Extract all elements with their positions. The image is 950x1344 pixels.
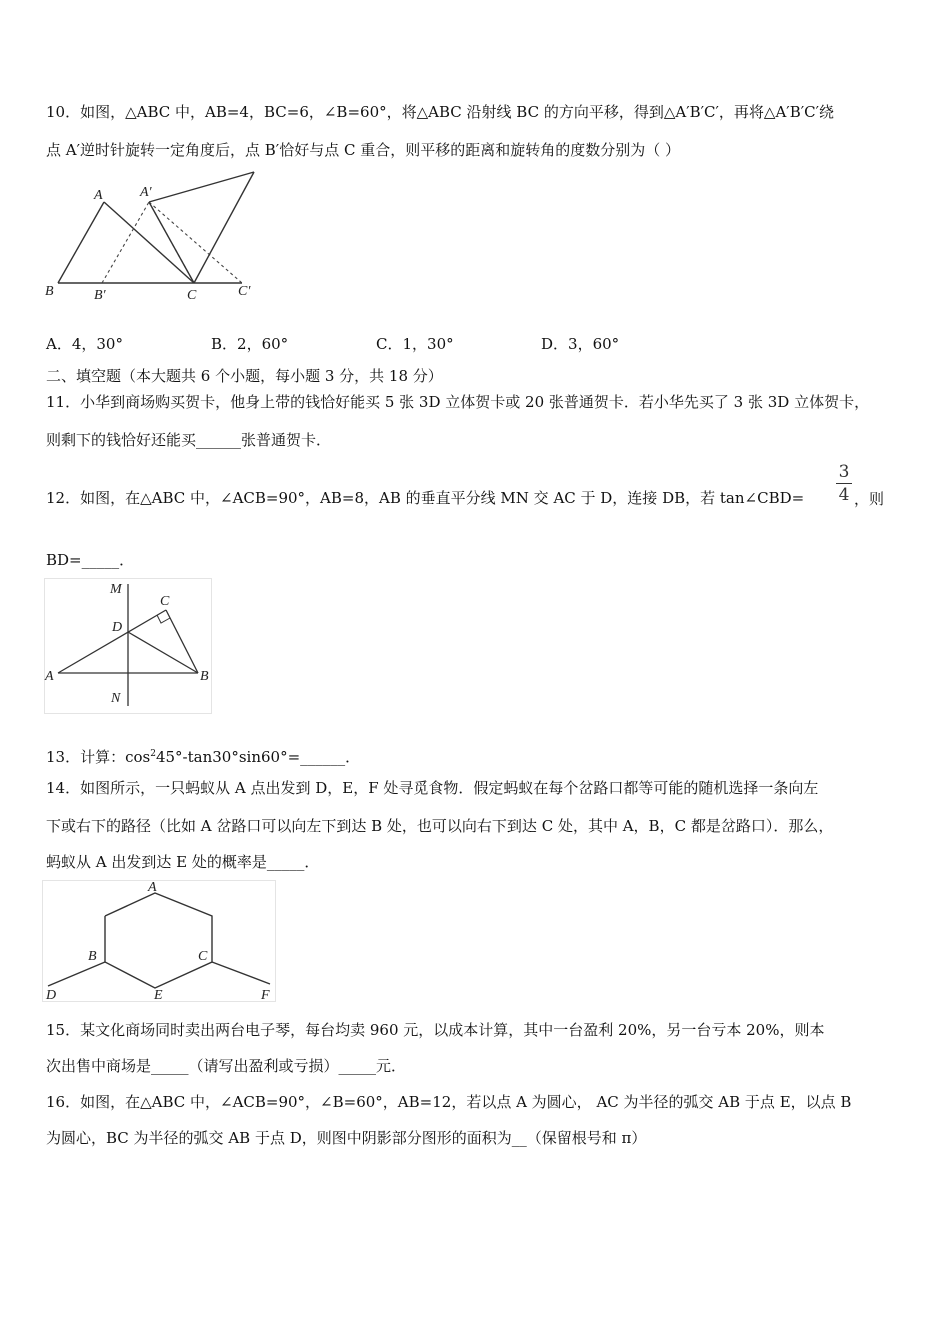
- q14-line-3: 蚂蚁从 A 出发到达 E 处的概率是_____．: [46, 853, 320, 871]
- q12-fraction-numerator: 3: [838, 462, 850, 482]
- q10-label-A: A: [94, 188, 103, 203]
- q10-option-a: A．4，30°: [46, 335, 123, 353]
- q14-line-1: 14．如图所示，一只蚂蚁从 A 点出发到 D，E，F 处寻觅食物．假定蚂蚁在每个岔路口都等可能的随机选择一条向左: [46, 779, 819, 797]
- q14-line-2: 下或右下的路径（比如 A 岔路口可以向左下到达 B 处，也可以向右下到达 C 处，其中 A，B，C 都是岔路口）．那么，: [46, 817, 834, 835]
- q15-line-1: 15．某文化商场同时卖出两台电子琴，每台均卖 960 元，以成本计算，其中一台盈利 20%，另一台亏本 20%，则本: [46, 1021, 825, 1039]
- q11-line-1: 11．小华到商场购买贺卡，他身上带的钱恰好能买 5 张 3D 立体贺卡或 20 张普通贺卡．若小华先买了 3 张 3D 立体贺卡，: [46, 393, 870, 411]
- q12-figure: [44, 578, 214, 720]
- q10-option-b: B．2，60°: [211, 335, 289, 353]
- q11-line-2: 则剩下的钱恰好还能买______张普通贺卡．: [46, 431, 332, 449]
- q13-prefix: 13．计算：cos: [46, 748, 151, 766]
- q12-line-1: 12．如图，在△ABC 中，∠ACB=90°，AB=8，AB 的垂直平分线 MN 交 AC 于 D，连接 DB，若 tan∠CBD=: [46, 489, 805, 507]
- q12-line-1-end: ，则: [854, 490, 885, 508]
- q16-line-1: 16．如图，在△ABC 中，∠ACB=90°，∠B=60°，AB=12，若以点 A 为圆心， AC 为半径的弧交 AB 于点 E，以点 B: [46, 1093, 852, 1111]
- q13-superscript: 2: [150, 749, 156, 759]
- q14-label-A: A: [148, 880, 157, 895]
- q10-figure: [42, 165, 272, 309]
- q15-line-2: 次出售中商场是_____（请写出盈利或亏损）_____元．: [46, 1057, 407, 1075]
- q10-line-2: 点 A′逆时针旋转一定角度后，点 B′恰好与点 C 重合，则平移的距离和旋转角的度数分别为（ ）: [46, 141, 680, 159]
- q12-label-C: C: [160, 594, 170, 609]
- q14-label-F: F: [261, 988, 270, 1003]
- q12-label-M: M: [110, 582, 122, 597]
- q12-fraction-denominator: 4: [838, 485, 850, 505]
- q12-label-B: B: [200, 669, 209, 684]
- q10-option-d: D．3，60°: [541, 335, 620, 353]
- q12-fraction: [836, 462, 852, 505]
- q12-label-D: D: [112, 620, 123, 635]
- q12-line-2: BD=_____．: [46, 551, 135, 569]
- q13-line: [46, 744, 360, 767]
- q14-figure: [42, 880, 278, 1008]
- q13-rest: 45°-tan30°sin60°=______．: [155, 748, 361, 766]
- q10-label-C: C: [187, 288, 197, 303]
- q12-label-A: A: [45, 669, 54, 684]
- q10-option-c: C．1，30°: [376, 335, 454, 353]
- q10-label-A-prime: A′: [140, 185, 152, 200]
- q10-label-B: B: [45, 284, 54, 299]
- q16-line-2: 为圆心，BC 为半径的弧交 AB 于点 D，则图中阴影部分图形的面积为__（保留根号和 π）: [46, 1129, 647, 1147]
- q14-label-E: E: [154, 988, 163, 1003]
- section-2-heading: 二、填空题（本大题共 6 个小题，每小题 3 分，共 18 分）: [46, 367, 443, 385]
- q14-label-D: D: [46, 988, 57, 1003]
- q10-label-B-prime: B′: [94, 288, 106, 303]
- q10-line-1: 10．如图，△ABC 中，AB=4，BC=6，∠B=60°，将△ABC 沿射线 BC 的方向平移，得到△A′B′C′，再将△A′B′C′绕: [46, 103, 835, 121]
- q12-label-N: N: [111, 691, 121, 706]
- q14-label-C: C: [198, 949, 208, 964]
- q14-label-B: B: [88, 949, 97, 964]
- q10-label-C-prime: C′: [238, 284, 251, 299]
